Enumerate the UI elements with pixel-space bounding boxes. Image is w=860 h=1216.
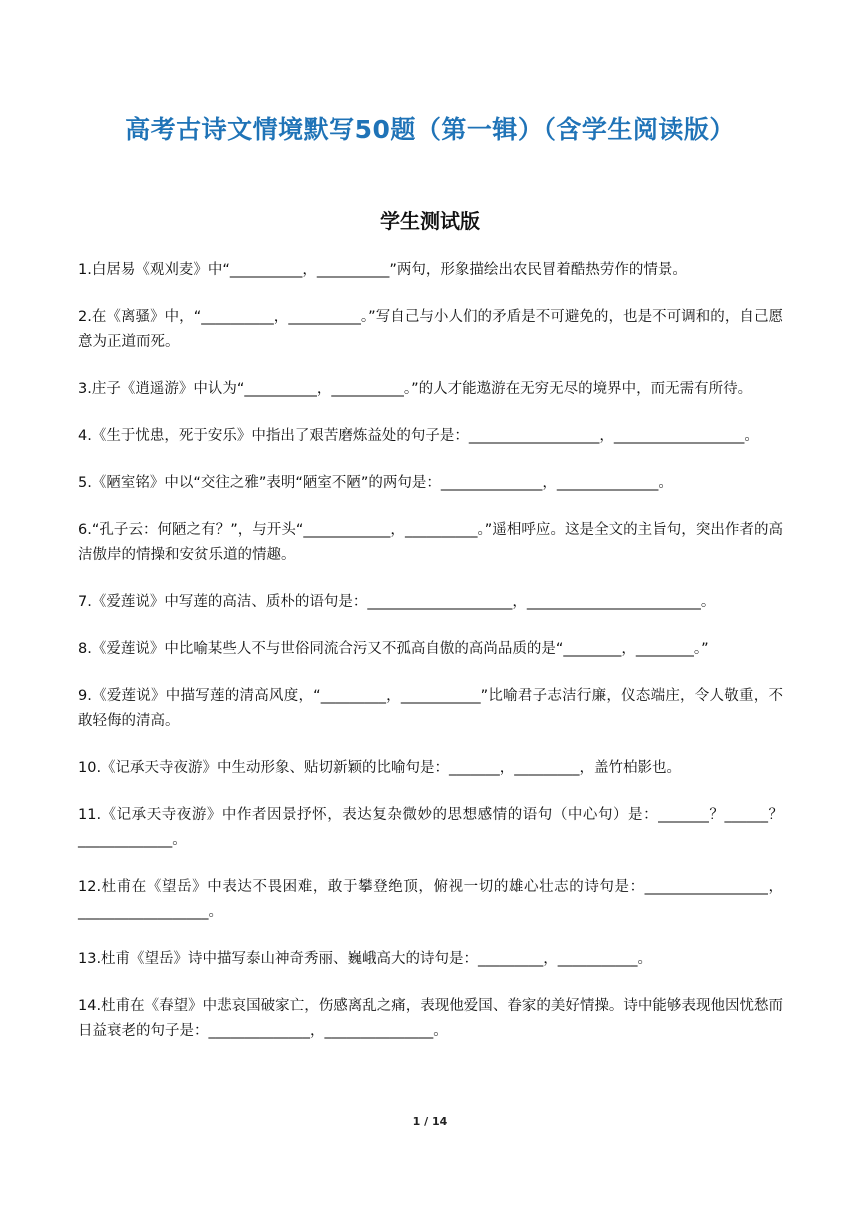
question-item: 12.杜甫在《望岳》中表达不畏困难，敢于攀登绝顶，俯视一切的雄心壮志的诗句是：_________________，__________________。	[78, 879, 783, 920]
question-item: 5.《陋室铭》中以“交往之雅”表明“陋室不陋”的两句是：______________，______________。	[78, 475, 673, 491]
question-item: 4.《生于忧患，死于安乐》中指出了艰苦磨炼益处的句子是：__________________，__________________。	[78, 428, 759, 444]
question-item: 14.杜甫在《春望》中悲哀国破家亡，伤感离乱之痛，表现他爱国、眷家的美好情操。诗中能够表现他因忧愁而日益衰老的句子是：______________，_______________。	[78, 998, 783, 1039]
question-item: 1.白居易《观刈麦》中“__________，__________”两句，形象描绘出农民冒着酷热劳作的情景。	[78, 262, 687, 278]
question-item: 11.《记承天寺夜游》中作者因景抒怀，表达复杂微妙的思想感情的语句（中心句）是：_______？______？_____________。	[78, 807, 783, 848]
page-number: 1 / 14	[412, 1115, 448, 1128]
question-item: 6.“孔子云：何陋之有？”，与开头“____________，__________。”遥相呼应。这是全文的主旨句，突出作者的高洁傲岸的情操和安贫乐道的情趣。	[78, 522, 783, 563]
question-item: 7.《爱莲说》中写莲的高洁、质朴的语句是：____________________，________________________。	[78, 594, 716, 610]
question-list	[78, 258, 783, 1066]
question-item: 3.庄子《逍遥游》中认为“__________，__________。”的人才能遨游在无穷无尽的境界中，而无需有所待。	[78, 381, 753, 397]
question-item: 2.在《离骚》中，“__________，__________。”写自己与小人们的矛盾是不可避免的，也是不可调和的，自己愿意为正道而死。	[78, 309, 783, 350]
question-item: 13.杜甫《望岳》诗中描写泰山神奇秀丽、巍峨高大的诗句是：_________，___________。	[78, 951, 653, 967]
question-item: 9.《爱莲说》中描写莲的清高风度，“_________，___________”比喻君子志洁行廉，仪态端庄，令人敬重，不敢轻侮的清高。	[78, 688, 783, 729]
section-subtitle: 学生测试版	[380, 209, 480, 233]
question-item: 8.《爱莲说》中比喻某些人不与世俗同流合污又不孤高自傲的高尚品质的是“________，________。”	[78, 641, 709, 657]
question-item: 10.《记承天寺夜游》中生动形象、贴切新颖的比喻句是：_______，_________，盖竹柏影也。	[78, 760, 682, 776]
document-title: 高考古诗文情境默写50题（第一辑）（含学生阅读版）	[125, 115, 735, 144]
